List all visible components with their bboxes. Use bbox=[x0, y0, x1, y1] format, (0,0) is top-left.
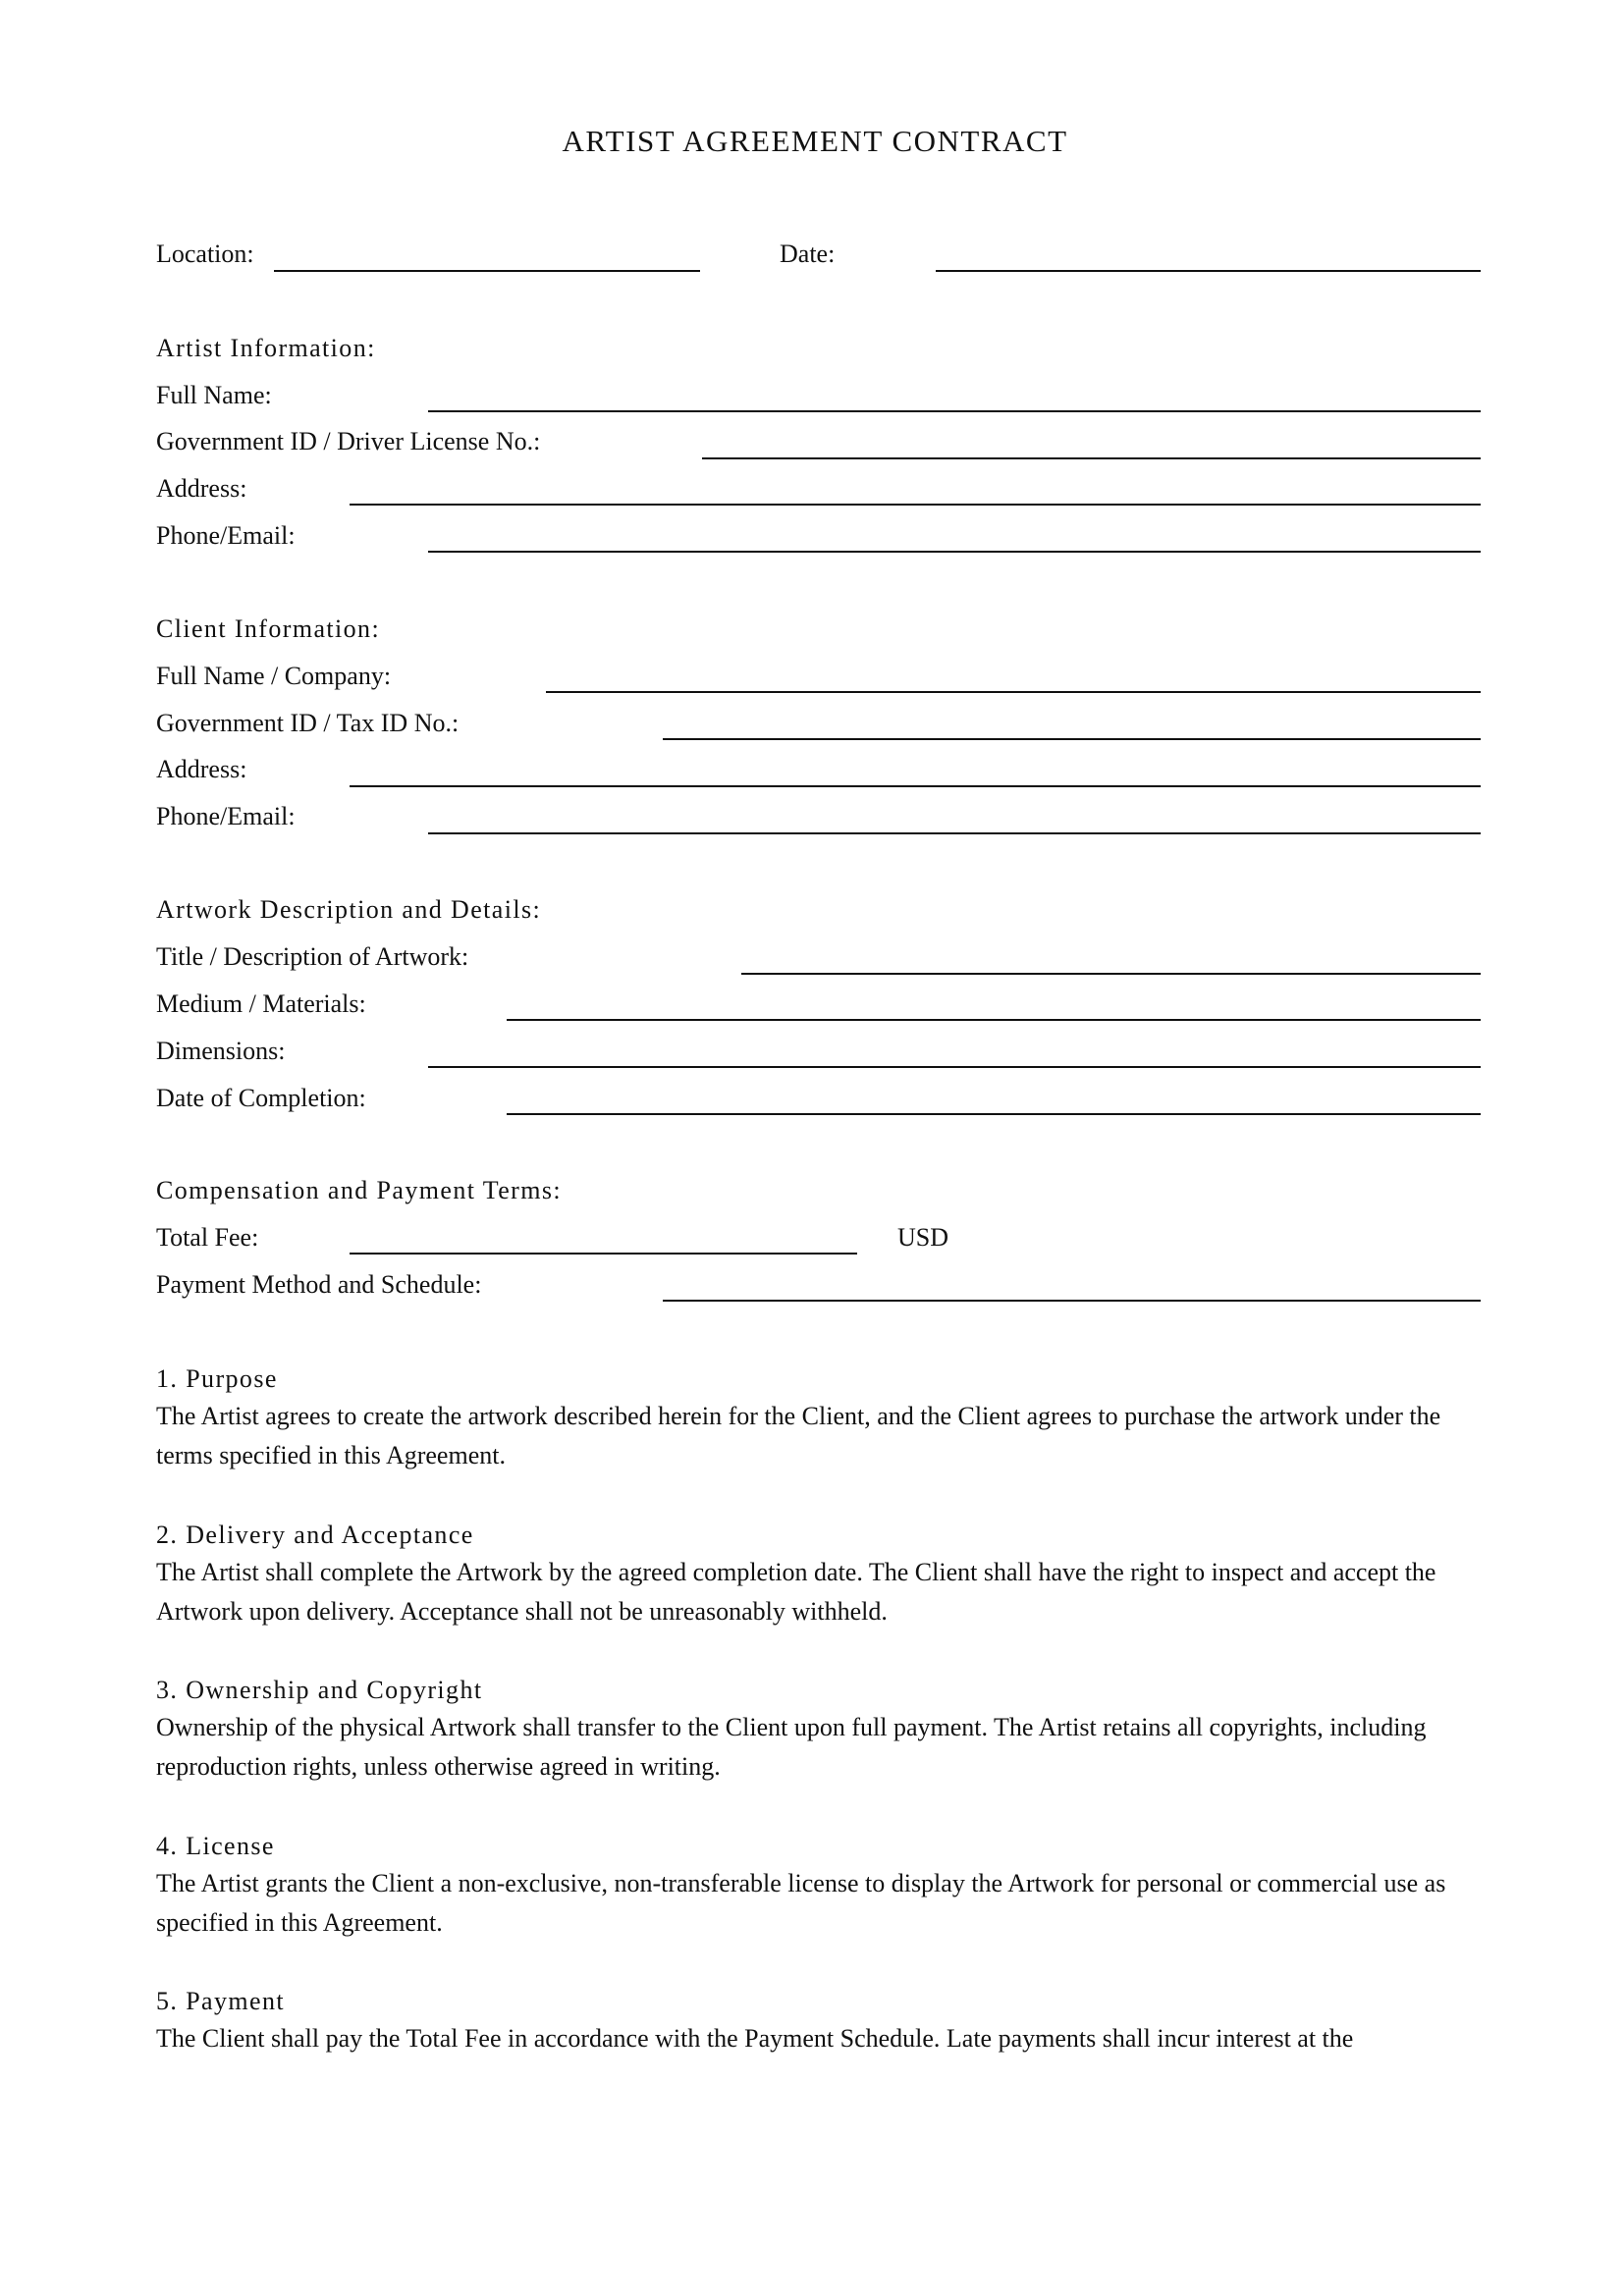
client-full-name-label: Full Name / Company: bbox=[156, 662, 392, 690]
artist-info-heading: Artist Information: bbox=[156, 334, 376, 362]
artwork-completion-label: Date of Completion: bbox=[156, 1084, 366, 1112]
section-heading: 2. Delivery and Acceptance bbox=[156, 1521, 474, 1549]
client-info-heading: Client Information: bbox=[156, 614, 381, 643]
client-address-field[interactable] bbox=[350, 785, 1481, 787]
client-phone-email-label: Phone/Email: bbox=[156, 802, 296, 830]
total-fee-field[interactable] bbox=[350, 1253, 857, 1255]
section-heading: 4. License bbox=[156, 1832, 275, 1860]
artist-full-name-label: Full Name: bbox=[156, 381, 272, 409]
artist-address-label: Address: bbox=[156, 474, 247, 503]
artist-full-name-field[interactable] bbox=[428, 410, 1481, 412]
payment-method-label: Payment Method and Schedule: bbox=[156, 1270, 482, 1299]
section-body: The Artist agrees to create the artwork described herein for the Client, and the Client agrees to purchase the artwork under the terms specified in this Agreement. bbox=[156, 1402, 1441, 1469]
section-heading: 3. Ownership and Copyright bbox=[156, 1676, 483, 1704]
section-body: Ownership of the physical Artwork shall transfer to the Client upon full payment. The Artist retains all copyrights, including reproduction rights, unless otherwise agreed in writing. bbox=[156, 1713, 1427, 1781]
client-gov-id-label: Government ID / Tax ID No.: bbox=[156, 709, 460, 737]
date-label: Date: bbox=[780, 240, 836, 268]
artist-phone-email-label: Phone/Email: bbox=[156, 521, 296, 550]
total-fee-label: Total Fee: bbox=[156, 1223, 259, 1252]
section-heading: 5. Payment bbox=[156, 1987, 285, 2015]
location-field[interactable] bbox=[274, 270, 700, 272]
section-body: The Artist shall complete the Artwork by the agreed completion date. The Client shall have the right to inspect and accept the Artwork upon delivery. Acceptance shall not be unreasonably withheld. bbox=[156, 1558, 1436, 1626]
artwork-heading: Artwork Description and Details: bbox=[156, 895, 542, 924]
client-phone-email-field[interactable] bbox=[428, 832, 1481, 834]
section-body: The Client shall pay the Total Fee in accordance with the Payment Schedule. Late payments shall incur interest at the bbox=[156, 2024, 1354, 2053]
artwork-title-field[interactable] bbox=[741, 973, 1481, 975]
location-label: Location: bbox=[156, 240, 254, 268]
artist-gov-id-field[interactable] bbox=[702, 457, 1481, 459]
date-field[interactable] bbox=[936, 270, 1481, 272]
client-address-label: Address: bbox=[156, 755, 247, 783]
artist-gov-id-label: Government ID / Driver License No.: bbox=[156, 427, 541, 455]
artwork-medium-field[interactable] bbox=[507, 1019, 1481, 1021]
client-full-name-field[interactable] bbox=[546, 691, 1481, 693]
currency-label: USD bbox=[897, 1223, 949, 1252]
artwork-dimensions-label: Dimensions: bbox=[156, 1037, 286, 1065]
document-title: ARTIST AGREEMENT CONTRACT bbox=[562, 124, 1068, 158]
artwork-title-label: Title / Description of Artwork: bbox=[156, 942, 469, 971]
payment-method-field[interactable] bbox=[663, 1300, 1481, 1302]
client-gov-id-field[interactable] bbox=[663, 738, 1481, 740]
artwork-completion-field[interactable] bbox=[507, 1113, 1481, 1115]
artwork-medium-label: Medium / Materials: bbox=[156, 989, 366, 1018]
artwork-dimensions-field[interactable] bbox=[428, 1066, 1481, 1068]
section-body: The Artist grants the Client a non-exclusive, non-transferable license to display the Artwork for personal or commercial use as specified in this Agreement. bbox=[156, 1869, 1446, 1937]
artist-address-field[interactable] bbox=[350, 504, 1481, 506]
artist-phone-email-field[interactable] bbox=[428, 551, 1481, 553]
section-heading: 1. Purpose bbox=[156, 1364, 278, 1393]
compensation-heading: Compensation and Payment Terms: bbox=[156, 1176, 562, 1204]
